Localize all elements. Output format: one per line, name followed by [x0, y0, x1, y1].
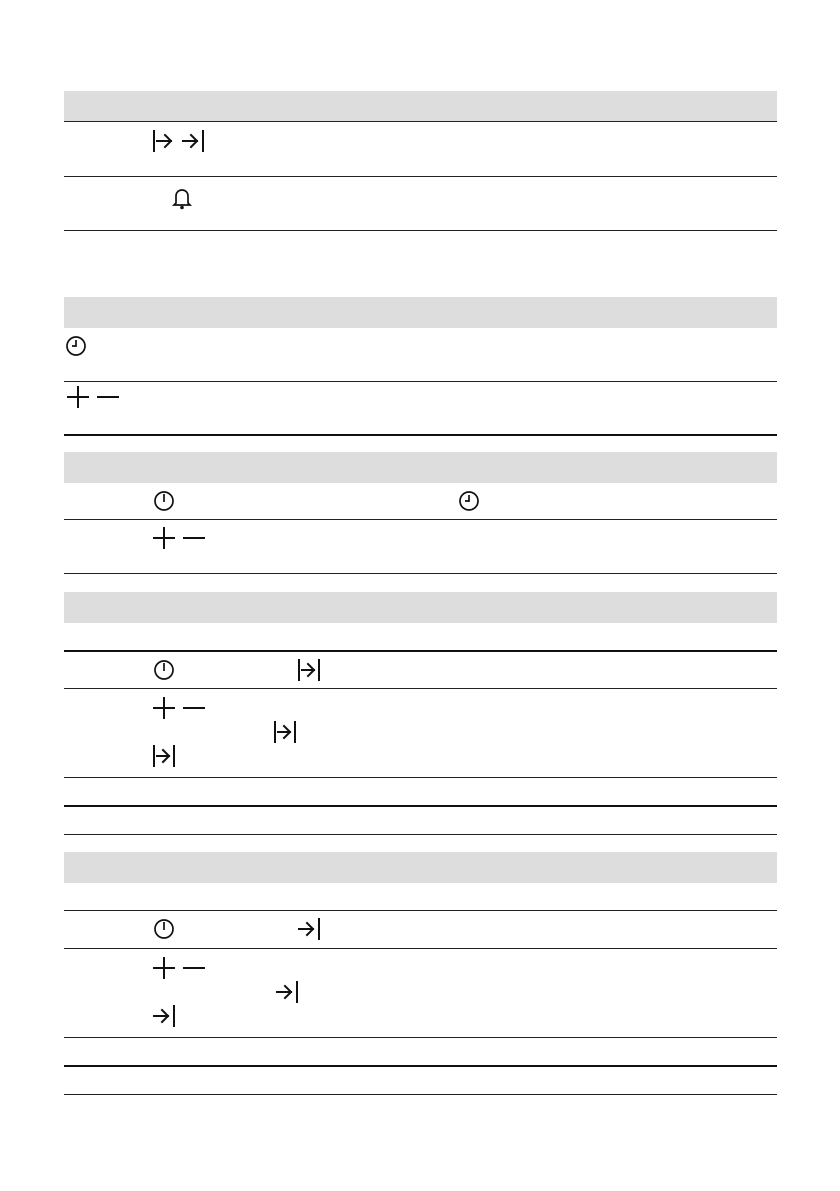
end-time-arrow-icon	[275, 980, 299, 1004]
minus-icon	[96, 385, 120, 409]
table-rule	[64, 230, 777, 231]
table-rule	[64, 434, 777, 436]
timer-knob-icon	[152, 658, 176, 682]
clock-hand-icon	[64, 334, 88, 358]
duration-arrow-icon	[152, 129, 176, 153]
table-row	[64, 911, 777, 948]
clock-hand-icon	[457, 489, 481, 513]
table-row	[64, 689, 777, 777]
table-rule	[64, 1037, 777, 1038]
section-5-table	[64, 852, 777, 1097]
section-1-header-band	[64, 91, 777, 121]
minus-icon	[182, 526, 206, 550]
table-rule	[64, 805, 777, 807]
section-3-table	[64, 452, 777, 576]
section-2-header-band	[64, 297, 777, 328]
table-row	[64, 122, 777, 176]
duration-arrow-icon	[152, 744, 176, 768]
table-row	[64, 328, 777, 381]
plus-icon	[152, 696, 176, 720]
section-2-table	[64, 297, 777, 437]
table-row	[64, 382, 777, 434]
section-4-table	[64, 592, 777, 837]
minus-icon	[182, 696, 206, 720]
duration-arrow-icon	[182, 129, 206, 153]
section-3-header-band	[64, 452, 777, 483]
table-row	[64, 483, 777, 519]
end-time-arrow-icon	[297, 917, 321, 941]
table-rule	[64, 1065, 777, 1067]
timer-knob-icon	[152, 917, 176, 941]
table-rule	[64, 777, 777, 778]
table-rule	[64, 573, 777, 574]
section-4-header-band	[64, 592, 777, 623]
plus-icon	[66, 385, 90, 409]
table-row	[64, 520, 777, 573]
duration-arrow-icon	[273, 720, 297, 744]
table-row	[64, 652, 777, 688]
table-row	[64, 177, 777, 230]
section-5-header-band	[64, 852, 777, 883]
table-rule	[64, 1094, 777, 1095]
table-rule	[64, 834, 777, 835]
plus-icon	[152, 956, 176, 980]
duration-arrow-icon	[297, 658, 321, 682]
table-row	[64, 949, 777, 1037]
bell-icon	[170, 186, 194, 210]
minus-icon	[182, 956, 206, 980]
plus-icon	[152, 526, 176, 550]
timer-knob-icon	[152, 489, 176, 513]
section-1-table	[64, 91, 777, 232]
end-time-arrow-icon	[152, 1004, 176, 1028]
